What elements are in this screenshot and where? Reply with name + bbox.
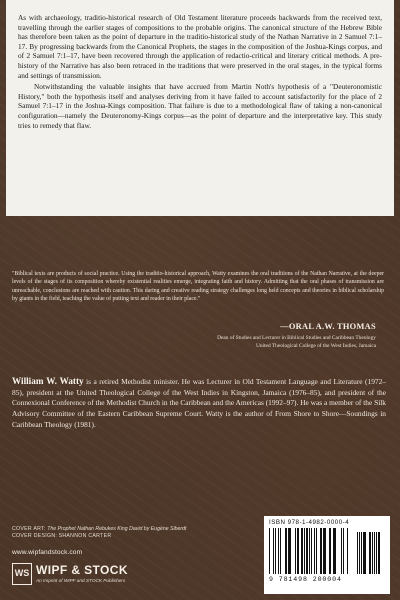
cover-design-credit (12, 533, 232, 540)
author-bio (12, 376, 386, 431)
isbn-label: ISBN 978-1-4982-0000-4 (269, 519, 350, 526)
cover-art-value: The Prophet Nathan Rebukes King David by Eugène Siberdt (47, 526, 187, 532)
publisher-tagline: An Imprint of WIPF and STOCK Publishers (36, 578, 126, 583)
cover-art-credit (12, 526, 232, 533)
endorser-affiliation: United Theological College of the West Indies, Jamaica (255, 343, 376, 349)
author-bio-text: is a retired Methodist minister. He was Lecturer in Old Testament Language and Literature (1972–85), president at the United Theological College of the West Indies in Kingston, Jamaica (1976–85), and president of the Connexional Conference of the Methodist Church in the Caribbean and the Americas (1992–97). He was a member of the Silk Advisory Committee of the Eastern Caribbean Supreme Court. Watty is the author of From Shore to Shore—Soundings in Caribbean Theology (1981). (12, 377, 386, 429)
publisher-website[interactable]: www.wipfandstock.com (12, 549, 83, 556)
barcode-addon-icon (357, 532, 385, 574)
cover-design-label: COVER DESIGN: (12, 533, 58, 540)
publisher-logo-mark-icon: WS (12, 563, 32, 585)
barcode-bars-icon (269, 528, 353, 574)
cover-credits (12, 526, 232, 541)
publisher-name: WIPF & STOCK (36, 563, 128, 577)
cover-art-label: COVER ART: (12, 526, 46, 532)
author-bio-paragraph (12, 376, 386, 431)
endorsement-text: "Biblical texts are products of social practice. Using the traditio-historical approach, Watty examines the oral traditions of the Nathan Narrative, at the deeper levels of the stages of its composition whereby existential realities emerge, integrating faith and history. Admitting that the oral phases of transmission are unreachable, conclusions are reached with caution. This daring and creative reading strategy challenges long held concepts and theories in biblical scholarship by giants in the field, teaching the value of putting text and reader in their place." (12, 271, 384, 302)
endorser-title: Dean of Studies and Lecturer in Biblical Studies and Caribbean Theology (217, 335, 376, 341)
endorsement-quote (12, 270, 384, 303)
cover-design-value: SHANNON CARTER (58, 533, 112, 540)
book-description (6, 0, 394, 216)
barcode-space (349, 528, 350, 574)
description-paragraph-1: As with archaeology, traditio-historical research of Old Testament literature proceeds backwards from the received text, travelling through the earlier stages of compositions to the probable origins. The canonical structure of the Hebrew Bible has therefore been taken as the point of departure in the traditio-historical study of the Nathan Narrative in 2 Samuel 7:1–17. By progressing backwards from the Canonical Prophets, the stages in the composition of the Joshua-Kings corpus, and of 2 Samuel 7:1–17, have been recovered through the application of redactio-critical and literary critical methods. A pre-history of the Narrative has also been retraced in the traditions that were preserved in the oral stages, in the typical forms and settings of transmission. (18, 13, 382, 80)
description-paragraph-2: Notwithstanding the valuable insights that have accrued from Martin Noth's hypothesis of a "Deuteronomistic History," both the hypothesis itself and analyses deriving from it have failed to account satisfactorily for the place of 2 Samuel 7:1–17 in the Joshua-Kings composition. That failure is due to a methodological flaw of taking a non-canonical configuration—namely the Deuteronomy-Kings corpus—as the point of departure and the interpretative key. This study tries to remedy that flaw. (18, 82, 382, 130)
endorser-name: —ORAL A.W. THOMAS (280, 322, 376, 331)
barcode-bar (378, 532, 380, 574)
barcode-digits: 9 781498 200004 (269, 576, 342, 583)
endorsement-attribution (116, 322, 376, 350)
isbn-barcode (264, 516, 390, 594)
barcode-graphic (269, 528, 385, 582)
publisher-logo (12, 562, 202, 588)
author-name: William W. Watty (12, 376, 84, 386)
